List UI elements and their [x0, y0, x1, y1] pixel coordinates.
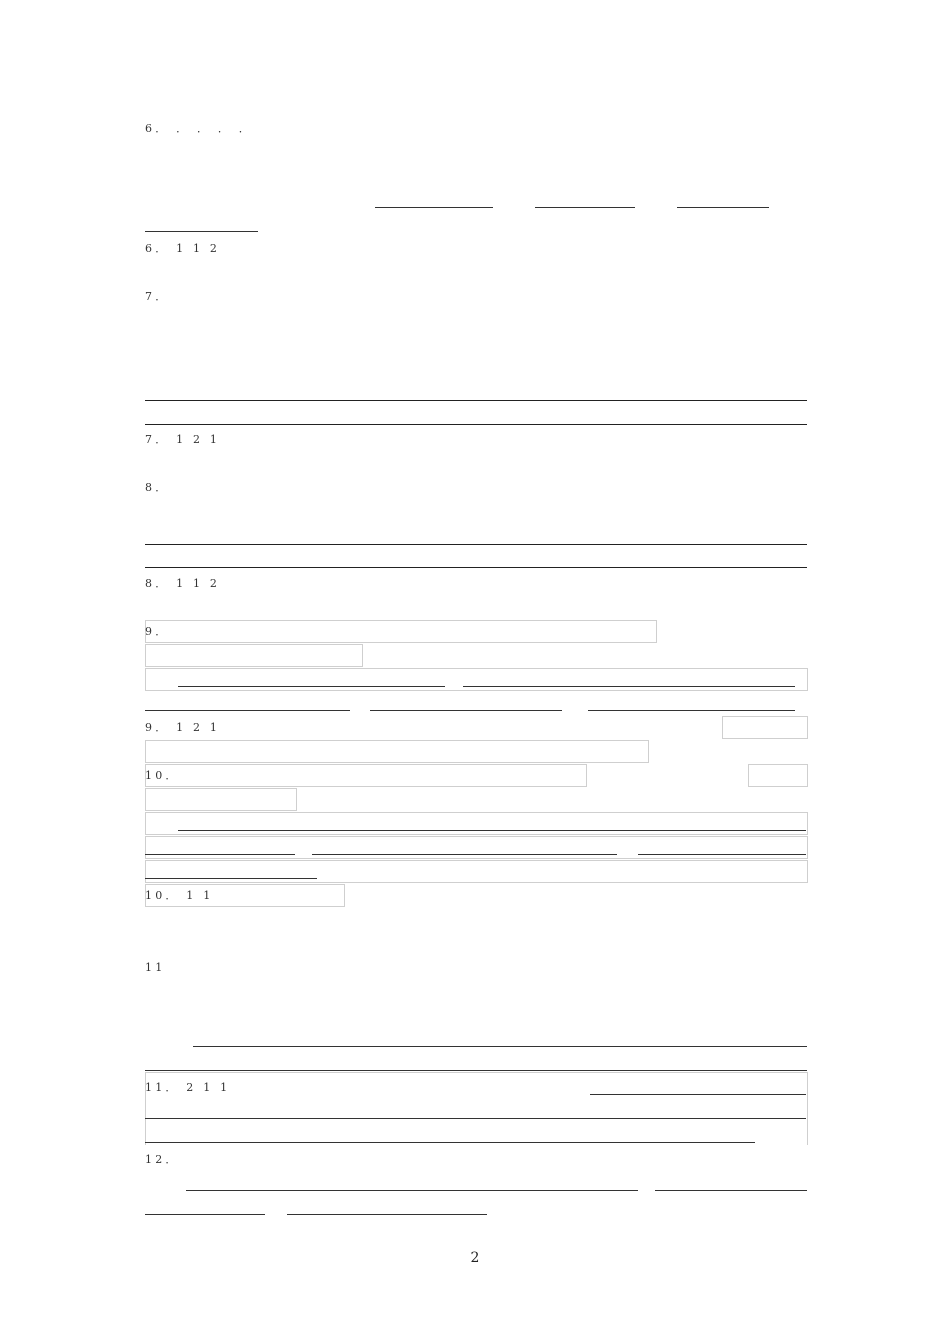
blank-line — [370, 710, 562, 711]
blank-line — [145, 1214, 265, 1215]
blank-line — [638, 854, 806, 855]
text-frame — [145, 788, 297, 811]
answer-11: 11． 2 1 1 — [145, 1081, 231, 1094]
blank-line — [312, 854, 617, 855]
question-7-text: 7． — [145, 290, 170, 303]
answer-rule — [145, 567, 807, 568]
answer-6: 6． 1 1 2 — [145, 242, 221, 255]
blank-line — [535, 207, 635, 208]
blank-line — [375, 207, 493, 208]
question-9-text: 9． — [145, 625, 170, 638]
blank-line — [590, 1094, 806, 1095]
blank-line — [145, 854, 295, 855]
blank-line — [463, 686, 795, 687]
text-frame — [145, 644, 363, 667]
text-frame — [145, 860, 808, 883]
blank-line — [178, 686, 445, 687]
blank-line — [193, 1046, 807, 1047]
text-frame — [145, 620, 657, 643]
blank-line — [145, 1118, 806, 1119]
blank-line — [287, 1214, 487, 1215]
text-frame — [145, 812, 808, 835]
blank-line — [655, 1190, 807, 1191]
text-frame — [145, 764, 587, 787]
blank-line — [145, 231, 258, 232]
blank-line — [178, 830, 806, 831]
answer-9: 9． 1 2 1 — [145, 721, 221, 734]
text-frame — [722, 716, 808, 739]
text-frame — [145, 740, 649, 763]
blank-line — [145, 1070, 807, 1071]
text-frame — [748, 764, 808, 787]
answer-10: 10． 1 1 — [145, 889, 214, 902]
question-12-text: 12． — [145, 1153, 180, 1166]
text-frame — [145, 836, 808, 859]
question-11-text: 11 — [145, 961, 166, 974]
page-number: 2 — [470, 1250, 480, 1266]
answer-8: 8． 1 1 2 — [145, 577, 221, 590]
answer-rule — [145, 400, 807, 401]
blank-line — [588, 710, 795, 711]
question-10-text: 10． — [145, 769, 180, 782]
text-frame — [145, 1072, 808, 1145]
blank-line — [145, 878, 317, 879]
answer-7: 7． 1 2 1 — [145, 433, 221, 446]
answer-rule — [145, 544, 807, 545]
question-6-text: 6． ． ． ． ． — [145, 122, 253, 135]
answer-rule — [145, 424, 807, 425]
question-8-text: 8． — [145, 481, 170, 494]
blank-line — [186, 1190, 638, 1191]
text-frame — [145, 668, 808, 691]
blank-line — [145, 710, 350, 711]
blank-line — [677, 207, 769, 208]
blank-line — [145, 1142, 755, 1143]
